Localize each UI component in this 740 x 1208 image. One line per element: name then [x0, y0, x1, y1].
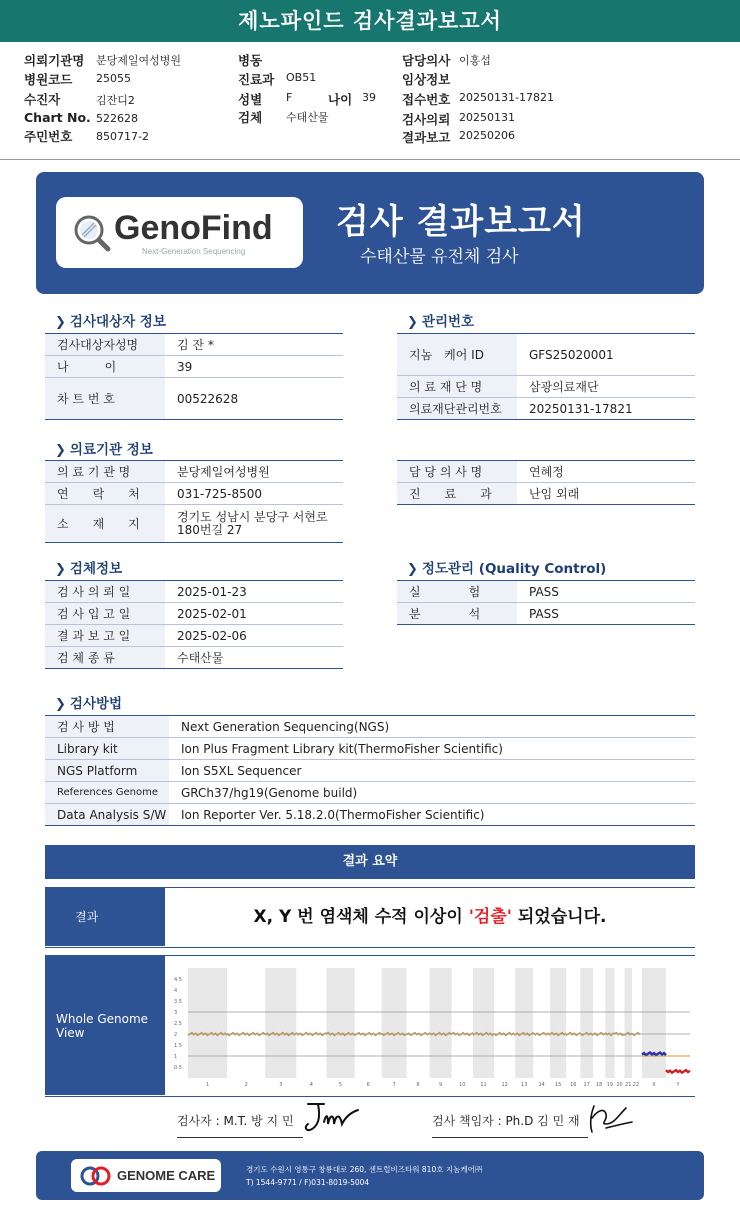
row-value: 분당제일여성병원	[165, 461, 343, 483]
x-tick-label: 17	[583, 1082, 590, 1088]
banner-subtitle: 수태산물 유전체 검사	[360, 247, 519, 267]
info-value: 850717-2	[96, 130, 149, 143]
y-tick-label: 2.5	[174, 1021, 182, 1027]
info-label: 검사의뢰	[402, 112, 451, 127]
row-key: 검 사 의 뢰 일	[45, 581, 165, 603]
row-key: 소 재 지	[45, 505, 165, 543]
row-key: 진 료 과	[397, 483, 517, 505]
qc-table	[397, 580, 695, 625]
doctor-table	[397, 460, 695, 505]
x-tick-label: 22	[632, 1082, 640, 1088]
x-tick-label: Y	[676, 1082, 680, 1088]
specimen-table	[45, 580, 343, 669]
row-value: 삼광의료재단	[517, 376, 695, 398]
row-key: 검사대상자성명	[45, 334, 165, 356]
info-value: 20250131-17821	[459, 91, 554, 104]
x-tick-label: 14	[538, 1082, 545, 1088]
row-value: Ion Reporter Ver. 5.18.2.0(ThermoFisher Scientific)	[169, 804, 695, 826]
x-tick-label: 11	[480, 1082, 487, 1088]
x-tick-label: 19	[606, 1082, 614, 1088]
row-value: 연혜정	[517, 461, 695, 483]
x-tick-label: 5	[338, 1082, 343, 1088]
x-tick-label: 13	[521, 1082, 528, 1088]
row-key: 의 료 기 관 명	[45, 461, 165, 483]
result-highlight: '검출'	[468, 907, 512, 927]
info-value: 수태산물	[286, 111, 329, 124]
chromosome-band	[188, 968, 227, 1078]
banner-title: 검사 결과보고서	[336, 202, 586, 242]
x-tick-label: 8	[416, 1082, 420, 1088]
wgv-label: Whole Genome View	[45, 956, 165, 1095]
data-segment	[494, 1033, 515, 1036]
info-value: 분당제일여성병원	[96, 54, 182, 67]
genome-care-text: GENOME CARE	[117, 1168, 216, 1183]
row-key: 나 이	[45, 356, 165, 378]
row-value: Ion Plus Fragment Library kit(ThermoFisher Scientific)	[169, 738, 695, 760]
info-value: 522628	[96, 112, 138, 125]
chromosome-band	[265, 968, 296, 1078]
chevron-right-icon: ❯	[55, 562, 66, 577]
whole-genome-row	[45, 955, 695, 1097]
row-key: 의료재단관리번호	[397, 398, 517, 420]
row-value: GRCh37/hg19(Genome build)	[169, 782, 695, 804]
row-value: 20250131-17821	[517, 398, 695, 420]
tester-signature-text: 검사자 : M.T. 방 지 민	[177, 1114, 294, 1128]
row-key: 실 험	[397, 581, 517, 603]
data-segment	[593, 1033, 605, 1036]
row-key: 담 당 의 사 명	[397, 461, 517, 483]
section-title-mgmt: ❯ 관리번호	[407, 314, 475, 330]
info-value: OB51	[286, 71, 317, 84]
chevron-right-icon: ❯	[55, 697, 66, 712]
report-header	[0, 0, 740, 42]
y-tick-label: 4.5	[174, 977, 182, 983]
chromosome-band	[605, 968, 614, 1078]
chromosome-band	[580, 968, 593, 1078]
footer-address: 경기도 수원시 영통구 창룡대로 260, 센트럴비즈타워 810호 지놈케어㈜ T) 1544-9771 / F)031-8019-5004	[246, 1165, 483, 1187]
info-label: 담당의사	[402, 53, 451, 68]
y-tick-label: 0.5	[174, 1065, 182, 1071]
director-signature-mark	[586, 1100, 636, 1136]
row-value: Next Generation Sequencing(NGS)	[169, 716, 695, 738]
y-tick-label: 2	[174, 1032, 178, 1038]
row-key: NGS Platform	[45, 760, 169, 782]
footer	[36, 1151, 704, 1200]
x-tick-label: 12	[501, 1082, 508, 1088]
info-label: 검체	[238, 110, 263, 125]
info-value: 39	[362, 91, 376, 104]
subject-table	[45, 333, 343, 420]
info-value: F	[286, 91, 293, 104]
x-tick-label: 15	[554, 1082, 562, 1088]
info-label: 성별	[238, 92, 263, 107]
tester-signature-line	[177, 1137, 303, 1138]
info-value: 이홍섭	[459, 54, 491, 67]
genofind-logo	[56, 197, 303, 268]
x-tick-label: 18	[595, 1082, 603, 1088]
info-label: 주민번호	[24, 129, 73, 144]
row-value: 2025-02-06	[165, 625, 343, 647]
info-label: 임상정보	[402, 72, 451, 87]
row-value: 난임 외래	[517, 483, 695, 505]
x-tick-label: 3	[279, 1082, 283, 1088]
director-signature-text: 검사 책임자 : Ph.D 김 민 재	[432, 1114, 580, 1128]
row-value: 39	[165, 356, 343, 378]
row-key: Data Analysis S/W	[45, 804, 169, 826]
section-title-qc: ❯ 정도관리 (Quality Control)	[407, 561, 607, 577]
x-tick-label: 1	[205, 1082, 210, 1088]
chevron-right-icon: ❯	[407, 315, 418, 330]
genome-care-icon	[79, 1165, 113, 1187]
report-banner	[36, 172, 704, 294]
row-key: 검 사 방 법	[45, 716, 169, 738]
chromosome-band	[515, 968, 533, 1078]
y-tick-label: 3.5	[174, 999, 182, 1005]
x-tick-label: 4	[309, 1082, 313, 1088]
row-value: 00522628	[165, 378, 343, 420]
x-tick-label: 2	[244, 1082, 248, 1088]
logo-text: GenoFind	[114, 209, 273, 247]
info-label: 결과보고	[402, 130, 451, 145]
info-label: 나이	[328, 92, 353, 107]
x-tick-label: 21	[625, 1082, 632, 1088]
row-value: 2025-02-01	[165, 603, 343, 625]
row-value: Ion S5XL Sequencer	[169, 760, 695, 782]
chromosome-band	[429, 968, 451, 1078]
result-text: X, Y 번 염색체 수적 이상이 '검출' 되었습니다.	[253, 907, 607, 927]
data-segment	[452, 1033, 473, 1036]
row-key: 연 락 처	[45, 483, 165, 505]
institution-table	[45, 460, 343, 543]
info-label: 진료과	[238, 72, 275, 87]
magnifier-icon	[70, 211, 112, 253]
report-title: 제노파인드 검사결과보고서	[238, 9, 502, 33]
row-value: 김 잔 *	[165, 334, 343, 356]
row-key: 차 트 번 호	[45, 378, 165, 420]
result-row	[45, 887, 695, 948]
y-tick-label: 1.5	[174, 1043, 182, 1049]
info-value: 25055	[96, 72, 131, 85]
section-title-institution: ❯ 의료기관 정보	[55, 442, 153, 458]
x-tick-label: 6	[366, 1082, 370, 1088]
chromosome-band	[382, 968, 407, 1078]
y-tick-label: 4	[174, 988, 178, 994]
chromosome-band	[624, 968, 632, 1078]
row-value: GFS25020001	[517, 334, 695, 376]
row-key: 검 체 종 류	[45, 647, 165, 669]
whole-genome-chart	[170, 960, 695, 1092]
logo-subtext: Next-Generation Sequencing	[142, 247, 246, 256]
info-label: 접수번호	[402, 92, 451, 107]
section-title-method: ❯ 검사방법	[55, 696, 123, 712]
chromosome-band	[642, 968, 666, 1078]
result-label: 결과	[45, 888, 165, 946]
x-tick-label: 20	[616, 1082, 623, 1088]
info-value: 김잔디2	[96, 94, 135, 107]
tester-signature-mark	[302, 1100, 362, 1136]
info-label: 병원코드	[24, 72, 73, 87]
info-value: 20250206	[459, 129, 515, 142]
chromosome-band	[473, 968, 494, 1078]
x-tick-label: X	[652, 1082, 656, 1088]
row-key: 결 과 보 고 일	[45, 625, 165, 647]
patient-info-panel	[0, 42, 740, 160]
row-key: 분 석	[397, 603, 517, 625]
row-value: 경기도 성남시 분당구 서현로 180번길 27	[165, 505, 343, 543]
info-label: 의뢰기관명	[24, 53, 85, 68]
row-key: Library kit	[45, 738, 169, 760]
x-tick-label: 9	[438, 1082, 443, 1088]
data-segment	[533, 1033, 550, 1036]
info-label: 수진자	[24, 92, 61, 107]
row-value: PASS	[517, 603, 695, 625]
chromosome-band	[326, 968, 354, 1078]
row-key: 검 사 입 고 일	[45, 603, 165, 625]
x-tick-label: 7	[392, 1082, 396, 1088]
row-key: 지놈 케어 ID	[397, 334, 517, 376]
chevron-right-icon: ❯	[55, 443, 66, 458]
genome-care-logo	[71, 1159, 221, 1192]
section-title-subject: ❯ 검사대상자 정보	[55, 314, 166, 330]
x-tick-label: 16	[570, 1082, 577, 1088]
chevron-right-icon: ❯	[55, 315, 66, 330]
row-value: PASS	[517, 581, 695, 603]
info-value: 20250131	[459, 111, 515, 124]
data-segment	[566, 1033, 580, 1036]
row-key: References Genome	[45, 782, 169, 804]
row-value: 2025-01-23	[165, 581, 343, 603]
director-signature-line	[432, 1137, 588, 1138]
row-value: 031-725-8500	[165, 483, 343, 505]
data-segment	[666, 1070, 690, 1073]
info-label: Chart No.	[24, 110, 91, 125]
info-label: 병동	[238, 53, 263, 68]
chevron-right-icon: ❯	[407, 562, 418, 577]
y-tick-label: 1	[174, 1054, 178, 1060]
data-segment	[632, 1033, 640, 1036]
row-value: 수태산물	[165, 647, 343, 669]
data-segment	[296, 1033, 326, 1036]
chromosome-band	[550, 968, 566, 1078]
y-tick-label: 3	[174, 1010, 178, 1016]
data-segment	[407, 1033, 430, 1036]
summary-header: 결과 요약	[45, 845, 695, 879]
row-key: 의 료 재 단 명	[397, 376, 517, 398]
section-title-specimen: ❯ 검체정보	[55, 561, 123, 577]
x-tick-label: 10	[459, 1082, 466, 1088]
method-table	[45, 715, 695, 826]
mgmt-table	[397, 333, 695, 420]
